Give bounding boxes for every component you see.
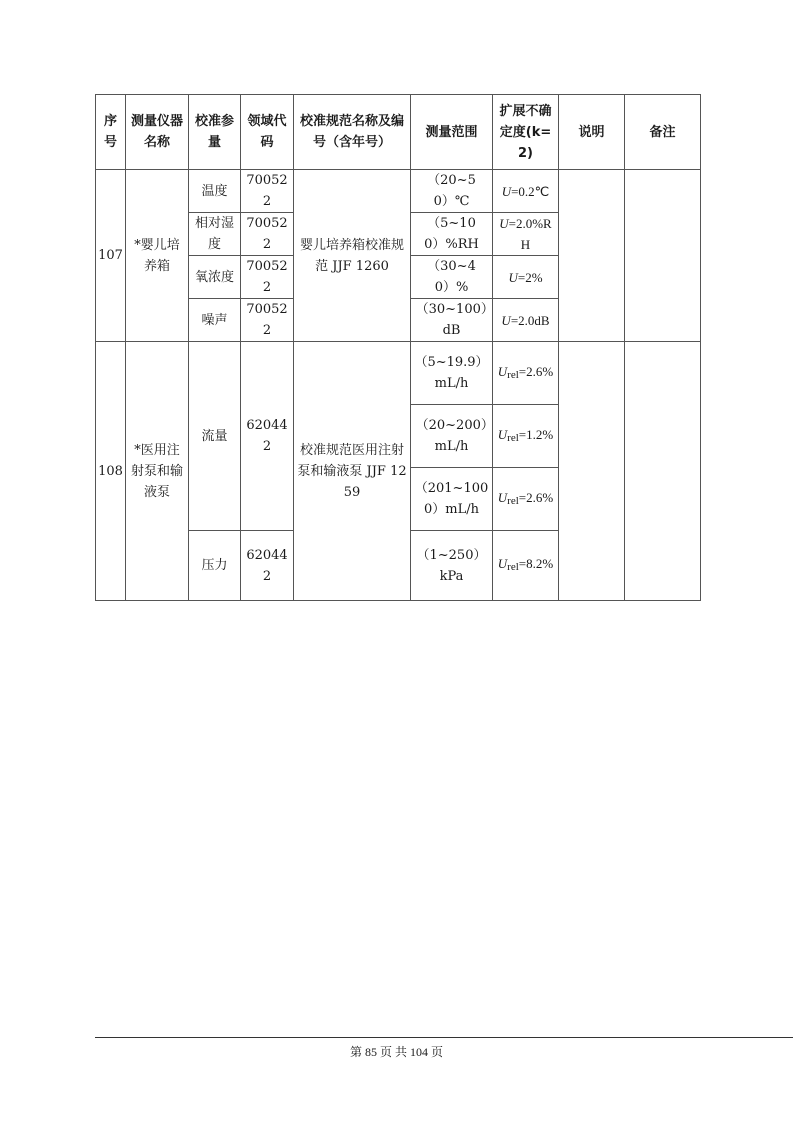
range-cell: （30~100）dB xyxy=(411,299,493,342)
uncertainty-cell xyxy=(493,213,559,256)
u-symbol: U xyxy=(497,556,508,571)
header-uncertainty: 扩展不确定度(k=2) xyxy=(493,95,559,170)
param-cell: 噪声 xyxy=(189,299,241,342)
uncertainty-cell xyxy=(493,468,559,531)
uncertainty-cell xyxy=(493,342,559,405)
u-value: =1.2% xyxy=(518,426,554,442)
u-subscript: rel xyxy=(507,431,519,444)
uncertainty-cell xyxy=(493,405,559,468)
spec-cell: 校准规范医用注射泵和输液泵 JJF 1259 xyxy=(294,342,411,601)
code-cell: 700522 xyxy=(241,213,294,256)
note-cell xyxy=(559,170,625,342)
u-symbol: U xyxy=(499,216,509,231)
u-symbol: U xyxy=(497,363,508,379)
seq-cell: 108 xyxy=(96,342,126,601)
u-value: =2.0dB xyxy=(510,312,550,328)
header-row xyxy=(96,95,701,170)
page-number: 第 85 页 共 104 页 xyxy=(349,1045,443,1059)
uncertainty-cell xyxy=(493,299,559,342)
instrument-cell: *婴儿培养箱 xyxy=(126,170,189,342)
u-symbol: U xyxy=(508,269,518,285)
uncertainty-cell xyxy=(493,256,559,299)
header-seq: 序号 xyxy=(96,95,126,170)
code-cell: 620442 xyxy=(241,531,294,601)
code-cell: 700522 xyxy=(241,256,294,299)
param-cell: 氧浓度 xyxy=(189,256,241,299)
u-value: =2.0%RH xyxy=(508,216,552,252)
u-symbol: U xyxy=(497,426,508,442)
seq-cell: 107 xyxy=(96,170,126,342)
param-cell: 温度 xyxy=(189,170,241,213)
remark-cell xyxy=(625,170,701,342)
range-cell: （30~40）% xyxy=(411,256,493,299)
header-spec: 校准规范名称及编号（含年号） xyxy=(294,95,411,170)
spec-cell: 婴儿培养箱校准规范 JJF 1260 xyxy=(294,170,411,342)
u-subscript: rel xyxy=(507,494,519,507)
u-subscript: rel xyxy=(507,561,519,573)
u-symbol: U xyxy=(497,489,508,505)
param-cell: 流量 xyxy=(189,342,241,531)
instrument-cell: *医用注射泵和输液泵 xyxy=(126,342,189,601)
range-cell: （5~19.9）mL/h xyxy=(411,342,493,405)
note-cell xyxy=(559,342,625,601)
range-cell: （20~50）℃ xyxy=(411,170,493,213)
table-row xyxy=(96,170,701,213)
header-param: 校准参量 xyxy=(189,95,241,170)
range-cell: （20~200）mL/h xyxy=(411,405,493,468)
table-row xyxy=(96,342,701,405)
header-remark: 备注 xyxy=(625,95,701,170)
code-cell: 620442 xyxy=(241,342,294,531)
calibration-table xyxy=(95,94,701,601)
footer-divider xyxy=(95,1037,793,1038)
header-instrument: 测量仪器名称 xyxy=(126,95,189,170)
param-cell: 压力 xyxy=(189,531,241,601)
remark-cell xyxy=(625,342,701,601)
range-cell: （5~100）%RH xyxy=(411,213,493,256)
range-cell: （201~1000）mL/h xyxy=(411,468,493,531)
u-subscript: rel xyxy=(507,368,519,381)
header-range: 测量范围 xyxy=(411,95,493,170)
u-symbol: U xyxy=(501,312,511,328)
u-value: =2% xyxy=(517,269,543,285)
param-cell: 相对湿度 xyxy=(189,213,241,256)
u-value: =0.2℃ xyxy=(511,183,550,199)
code-cell: 700522 xyxy=(241,170,294,213)
code-cell: 700522 xyxy=(241,299,294,342)
u-symbol: U xyxy=(501,183,512,199)
header-code: 领域代码 xyxy=(241,95,294,170)
header-note: 说明 xyxy=(559,95,625,170)
uncertainty-cell xyxy=(493,170,559,213)
u-value: =2.6% xyxy=(518,363,554,379)
u-value: =8.2% xyxy=(518,556,554,571)
range-cell: （1~250）kPa xyxy=(411,531,493,601)
u-value: =2.6% xyxy=(518,489,554,505)
uncertainty-cell xyxy=(493,531,559,601)
